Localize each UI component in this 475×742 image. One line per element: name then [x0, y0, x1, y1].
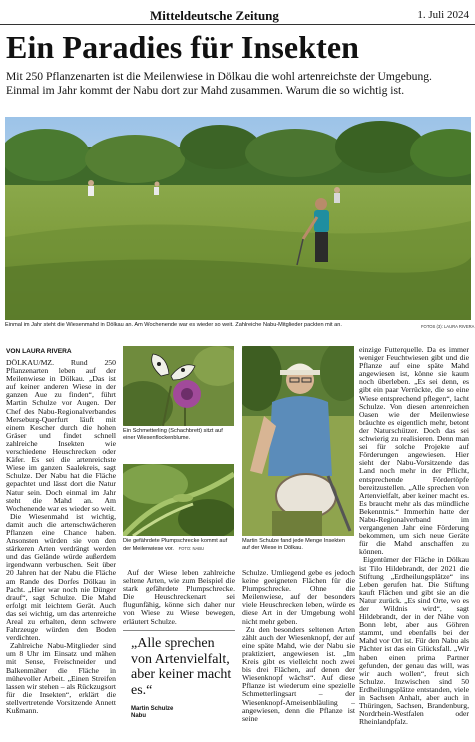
byline: VON LAURA RIVERA: [6, 348, 72, 355]
article-column-1: [6, 359, 116, 715]
publication-date: 1. Juli 2024: [417, 9, 469, 21]
butterfly-caption: [123, 428, 235, 442]
man-caption-text: Martin Schulze fand jede Menge Insekten auf der Wiese in Dölkau.: [242, 538, 345, 551]
main-photo-credit: FOTOS (3): LAURA RIVERA: [421, 324, 475, 329]
paragraph: Die Wiesenmahd ist wichtig, damit auch die artenschwächeren Pflanzen eine Chance haben. Ansonsten würden sie von den stärkeren Arten verdrängt werden und das Gelände würde außerdem irgendwann verbuschen. Seit über 20 Jahren hat der Nabu die Fläche am Rande des Dorfes Dölkau in Pacht. „Hier war noch nie Dünger drauf“, sagt Schulze. Die Mahd erfolgt mit leichtem Gerät. Auch das sei wichtig, um das artenreiche Areal zu erhalten, denn schwere Fahrzeuge würden den Boden verdichten.: [6, 511, 116, 643]
pull-quote: „Alle sprechen von Artenvielfalt, aber keiner macht es.“: [131, 636, 232, 698]
masthead: [0, 8, 475, 24]
plant-caption: [123, 538, 235, 553]
man-with-net-image: [242, 346, 354, 536]
lead-paragraph: Mit 250 Pflanzenarten ist die Meilenwiese in Dölkau die wohl artenreichste der Umgebung. Einmal im Jahr kommt der Nabu dort zur Mahd zusammen. Warum die so wichtig ist.: [6, 70, 432, 97]
paragraph: DÖLKAU/MZ. Rund 250 Pflanzenarten leben auf der Meilenwiese in Dölkau. „Das ist auf keiner anderen Wiese in der ganzen Aue zu finden“, führt Martin Schulze vor Augen. Der Chef des Nabu-Regionalverbandes Merseburg-Querfurt läuft mit einem Kescher durch die hohen Gräser und findet schnell zahlreiche Insekten wie verschiedene Heuschrecken oder Käfer. Es sei die artenreichste Wiese im ganzen Saalekreis, sagt Schulze. Der Nabu hat die Fläche gepachtet und lässt dort die Natur Natur sein. Doch einmal im Jahr steht die Mahd an. Am Wochenende war es wieder so weit.: [6, 358, 116, 513]
main-photo: [5, 117, 471, 320]
paragraph: Auf der Wiese leben zahlreiche seltene Arten, wie zum Beispiel die stark gefährdete Plumpschrecke. Die Heuschreckenart sei flugunfähig, könne sich daher nur von Wiese zu Wiese bewegen, erläutert Schulze.: [123, 568, 235, 626]
quote-divider: [123, 630, 235, 631]
plant-image: [123, 464, 234, 536]
paragraph: Zahlreiche Nabu-Mitglieder sind um 8 Uhr im Einsatz und mähen mit Sense, Freischneider und Balkenmäher die Fläche in mühevoller Arbeit. „Einen Streifen lassen wir stehen – als Rückzugsort für die Insekten“, erklärt die stellvertretende Vorsitzende Annett Kußmann.: [6, 641, 116, 716]
plant-photo: [123, 464, 234, 536]
quote-author: Martin Schulze: [131, 706, 174, 712]
article-column-3: [242, 569, 355, 723]
article-column-4: [359, 346, 469, 726]
paragraph: Schulze. Umliegend gebe es jedoch keine geeigneten Flächen für die Plumpschrecke. Ohne die Meilenwiese, auf der besonders viele Heuschrecken leben, würde es diese Art in der Umgebung wohl nicht mehr geben.: [242, 568, 355, 626]
paragraph: Zu den besonders seltenen Arten zählt auch der Wiesenknopf, der auf eine späte Mahd, wie der Nabu sie praktiziert, angewiesen ist. „Im Kreis gibt es vielleicht noch zwei bis drei Flächen, auf denen der Wiesenknopf wächst“. Auf diese Pflanze ist wiederum eine spezielle Schmetterlingsart – der Wiesenknopf-Ameisenbläuling – angewiesen, denn die Pflanze ist seine: [242, 624, 355, 723]
main-photo-caption: Einmal im Jahr steht die Wiesenmahd in Dölkau an. Am Wochenende war es wieder so weit. Zahlreiche Nabu-Mitglieder packten mit an.: [5, 322, 342, 328]
butterfly-caption-text: Ein Schmetterling (Schachbrett) sitzt auf einer Wiesenflockenblume.: [123, 428, 223, 441]
butterfly-photo: [123, 346, 234, 426]
butterfly-image: [123, 346, 234, 426]
man-photo: [242, 346, 354, 536]
meadow-mowing-image: [5, 117, 471, 320]
quote-role: Nabu: [131, 713, 146, 719]
plant-photo-credit: FOTO: NABU: [178, 546, 205, 551]
quote-attribution: [131, 706, 173, 720]
paragraph: einzige Futterquelle. Da es immer weniger Feuchtwiesen gibt und die Pflanze auf eine späte Mahd angewiesen ist, könne sie kaum noch überleben. „Es sei denn, es gibt ein paar Verrückte, die so eine Wiese entsprechend pflegen“, lacht Schulze. Von diesen artenreichen Oasen wie der Meilenwiese bräuchte es eigentlich mehr, betont der Naturschützer. Doch das sei schwierig zu realisieren. Denn man sei für solche Projekte auf Förderungen angewiesen. Hier sieht der Nabu-Vorsitzende das Land noch mehr in der Pflicht, entsprechende Fördertöpfe bereitzustellen. „Alle sprechen von Artenvielfalt, aber keiner macht es. Es braucht mehr als das mündliche Bekenntnis.“ Immerhin hatte der Nabu-Regionalverband im vergangenen Jahr eine Förderung bekommen, um sich neue Geräte für die Mahd anschaffen zu können.: [359, 345, 469, 557]
publication-name: Mitteldeutsche Zeitung: [150, 8, 279, 23]
masthead-divider: [0, 24, 475, 25]
article-column-2: [123, 569, 235, 626]
headline: Ein Paradies für Insekten: [6, 29, 360, 65]
man-caption: [242, 538, 354, 552]
plant-caption-text: Die gefährdete Plumpschrecke kommt auf der Meilenwiese vor.: [123, 538, 228, 552]
paragraph: Eigentümer der Fläche in Dölkau ist Tilo Hildebrandt, der 2021 die Stiftung „Erdheilungsplätze“ ins Leben gerufen hat. Die Stiftung kauft Flächen und gibt sie an die Natur zurück. „Es sind Orte, wo es der Wildnis wird“, sagt Hildebrandt, der in der Nähe von Bonn lebt, aber aus Göhren stammt, und ebenfalls bei der Mahd vor Ort ist. Für den Nabu als Pächter ist das ein Glücksfall. „Wir haben einen prima Partner gefunden, der genau das will, was wir auch wollen“, freut sich Schulze. Inzwischen sind 50 Erdheilungsplätze entstanden, viele in Sachsen Anhalt, aber auch in Thüringen, Sachsen, Brandenburg, Nordrhein-Westfalen oder Rheinlandpfalz.: [359, 555, 469, 727]
